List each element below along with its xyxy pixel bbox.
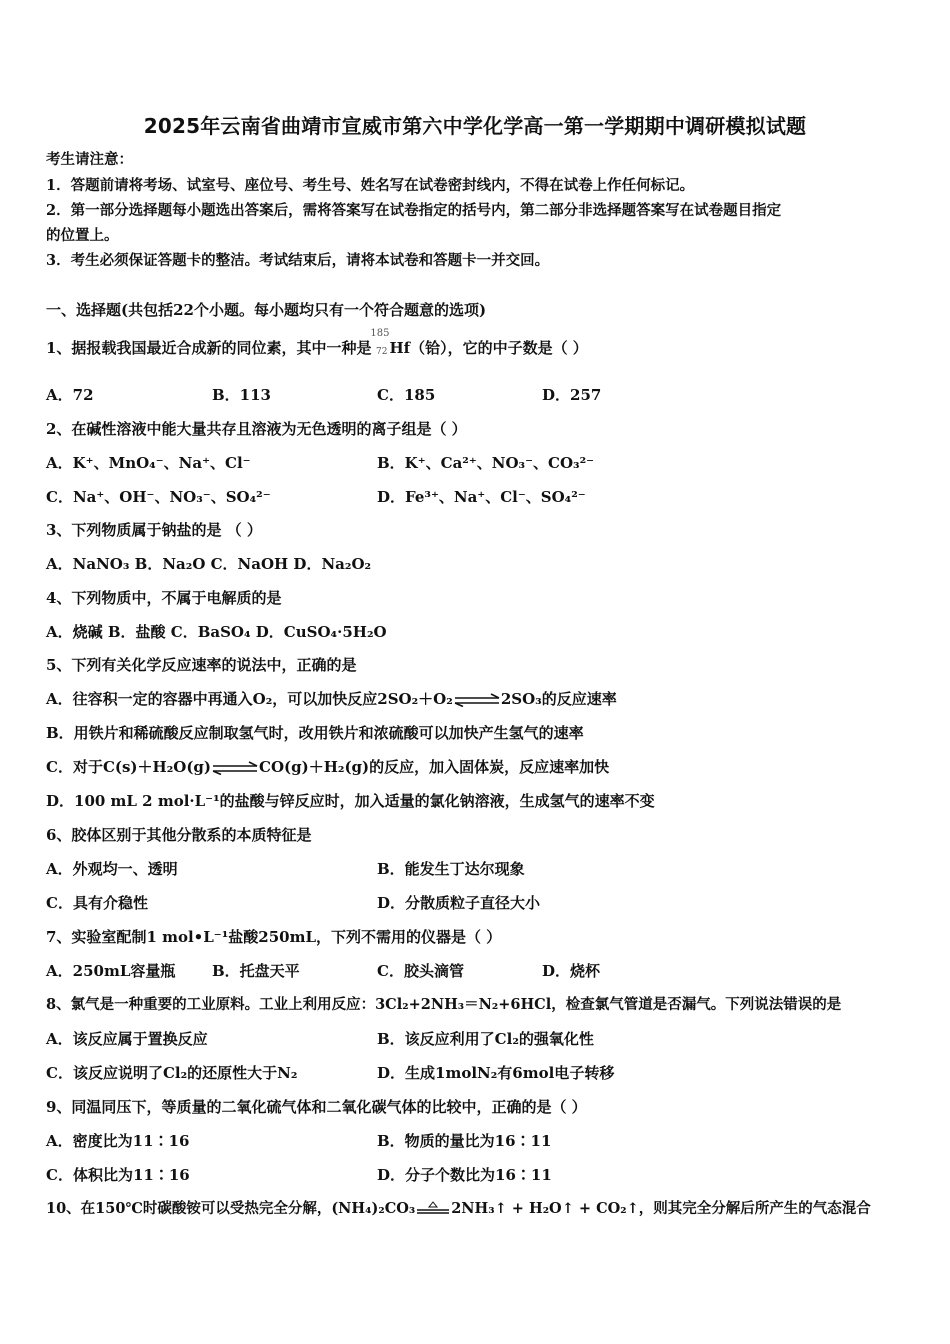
q2-option-a[interactable]: A．K⁺、MnO₄⁻、Na⁺、Cl⁻: [46, 454, 251, 472]
mass-number: 185: [370, 328, 390, 339]
equilibrium-arrow-icon: [453, 693, 501, 707]
q1-option-d[interactable]: D．257: [542, 386, 602, 404]
heat-arrow-icon: [415, 1201, 451, 1217]
q8-option-d[interactable]: D．生成1molN₂有6mol电子转移: [377, 1064, 615, 1082]
q9-option-d[interactable]: D．分子个数比为16∶11: [377, 1166, 552, 1184]
notice-item-3: 3．考生必须保证答题卡的整洁。考试结束后，请将本试卷和答题卡一并交回。: [46, 252, 550, 269]
question-7-stem: 7、实验室配制1 mol•L⁻¹盐酸250mL，下列不需用的仪器是（ ）: [46, 928, 502, 946]
q10-stem-a: 10、在150℃时碳酸铵可以受热完全分解，(NH₄)₂CO₃: [46, 1200, 416, 1217]
q6-option-c[interactable]: C．具有介稳性: [46, 894, 148, 912]
question-2-stem: 2、在碱性溶液中能大量共存且溶液为无色透明的离子组是（ ）: [46, 420, 467, 438]
q2-option-d[interactable]: D．Fe³⁺、Na⁺、Cl⁻、SO₄²⁻: [377, 488, 586, 506]
q5-option-b[interactable]: B．用铁片和稀硫酸反应制取氢气时，改用铁片和浓硫酸可以加快产生氢气的速率: [46, 724, 584, 742]
notice-item-2b: 的位置上。: [46, 227, 119, 244]
q9-option-a[interactable]: A．密度比为11∶16: [46, 1132, 190, 1150]
q4-options[interactable]: A．烧碱 B．盐酸 C．BaSO₄ D．CuSO₄·5H₂O: [46, 623, 387, 641]
q7-option-d[interactable]: D．烧杯: [542, 962, 601, 980]
page-title: 2025年云南省曲靖市宣威市第六中学化学高一第一学期期中调研模拟试题: [143, 114, 807, 138]
q5-c-part1: C．对于C(s)＋H₂O(g): [46, 758, 212, 776]
question-8-stem: 8、氯气是一种重要的工业原料。工业上利用反应：3Cl₂+2NH₃＝N₂+6HCl，检查氯气管道是否漏气。下列说法错误的是: [46, 996, 842, 1013]
q5-option-a[interactable]: [46, 689, 617, 709]
q6-option-d[interactable]: D．分散质粒子直径大小: [377, 894, 541, 912]
q1-option-c[interactable]: C．185: [377, 386, 436, 404]
q8-option-c[interactable]: C．该反应说明了Cl₂的还原性大于N₂: [46, 1064, 298, 1082]
q2-option-b[interactable]: B．K⁺、Ca²⁺、NO₃⁻、CO₃²⁻: [377, 454, 595, 472]
q9-option-c[interactable]: C．体积比为11∶16: [46, 1166, 190, 1184]
q7-option-a[interactable]: A．250mL容量瓶: [46, 962, 176, 980]
question-3-stem: 3、下列物质属于钠盐的是 （ ）: [46, 521, 262, 539]
question-9-stem: 9、同温同压下，等质量的二氧化硫气体和二氧化碳气体的比较中，正确的是（ ）: [46, 1098, 587, 1116]
q10-stem-b: 2NH₃↑ + H₂O↑ + CO₂↑，则其完全分解后所产生的气态混合: [451, 1200, 871, 1217]
q7-option-b[interactable]: B．托盘天平: [212, 962, 300, 980]
q2-option-c[interactable]: C．Na⁺、OH⁻、NO₃⁻、SO₄²⁻: [46, 488, 271, 506]
q3-options[interactable]: A．NaNO₃ B．Na₂O C．NaOH D．Na₂O₂: [46, 555, 372, 573]
q8-option-a[interactable]: A．该反应属于置换反应: [46, 1030, 208, 1048]
q5-a-part1: A．往容积一定的容器中再通入O₂，可以加快反应2SO₂＋O₂: [46, 690, 453, 708]
q5-a-part2: 2SO₃的反应速率: [500, 690, 617, 708]
q1-option-b[interactable]: B．113: [212, 386, 271, 404]
question-10-stem: [46, 1199, 871, 1219]
q9-option-b[interactable]: B．物质的量比为16∶11: [377, 1132, 552, 1150]
q6-option-a[interactable]: A．外观均一、透明: [46, 860, 178, 878]
question-6-stem: 6、胶体区别于其他分散系的本质特征是: [46, 826, 312, 844]
q1-stem-b: （铪），它的中子数是（ ）: [410, 339, 588, 357]
q1-option-a[interactable]: A．72: [46, 386, 94, 404]
q8-option-b[interactable]: B．该反应利用了Cl₂的强氧化性: [377, 1030, 594, 1048]
element-symbol: Hf: [389, 339, 411, 357]
q5-option-c[interactable]: [46, 757, 609, 777]
q5-c-part2: CO(g)＋H₂(g)的反应，加入固体炭，反应速率加快: [259, 758, 610, 776]
question-1-stem: [46, 328, 588, 358]
q7-option-c[interactable]: C．胶头滴管: [377, 962, 464, 980]
atomic-number: 72: [376, 347, 388, 357]
q1-stem-a: 1、据报载我国最近合成新的同位素，其中一种是: [46, 339, 372, 357]
q5-option-d[interactable]: D．100 mL 2 mol·L⁻¹的盐酸与锌反应时，加入适量的氯化钠溶液，生成氢气的速率不变: [46, 792, 655, 810]
q6-option-b[interactable]: B．能发生丁达尔现象: [377, 860, 525, 878]
section-heading: 一、选择题(共包括22个小题。每小题均只有一个符合题意的选项): [46, 301, 487, 319]
notice-item-1: 1．答题前请将考场、试室号、座位号、考生号、姓名写在试卷密封线内，不得在试卷上作任何标记。: [46, 177, 695, 194]
question-4-stem: 4、下列物质中，不属于电解质的是: [46, 589, 282, 607]
isotope-notation: [370, 328, 390, 358]
question-5-stem: 5、下列有关化学反应速率的说法中，正确的是: [46, 656, 357, 674]
notice-heading: 考生请注意：: [46, 151, 133, 168]
equilibrium-arrow-icon: [211, 761, 259, 775]
notice-item-2a: 2．第一部分选择题每小题选出答案后，需将答案写在试卷指定的括号内，第二部分非选择题答案写在试卷题目指定: [46, 202, 782, 219]
